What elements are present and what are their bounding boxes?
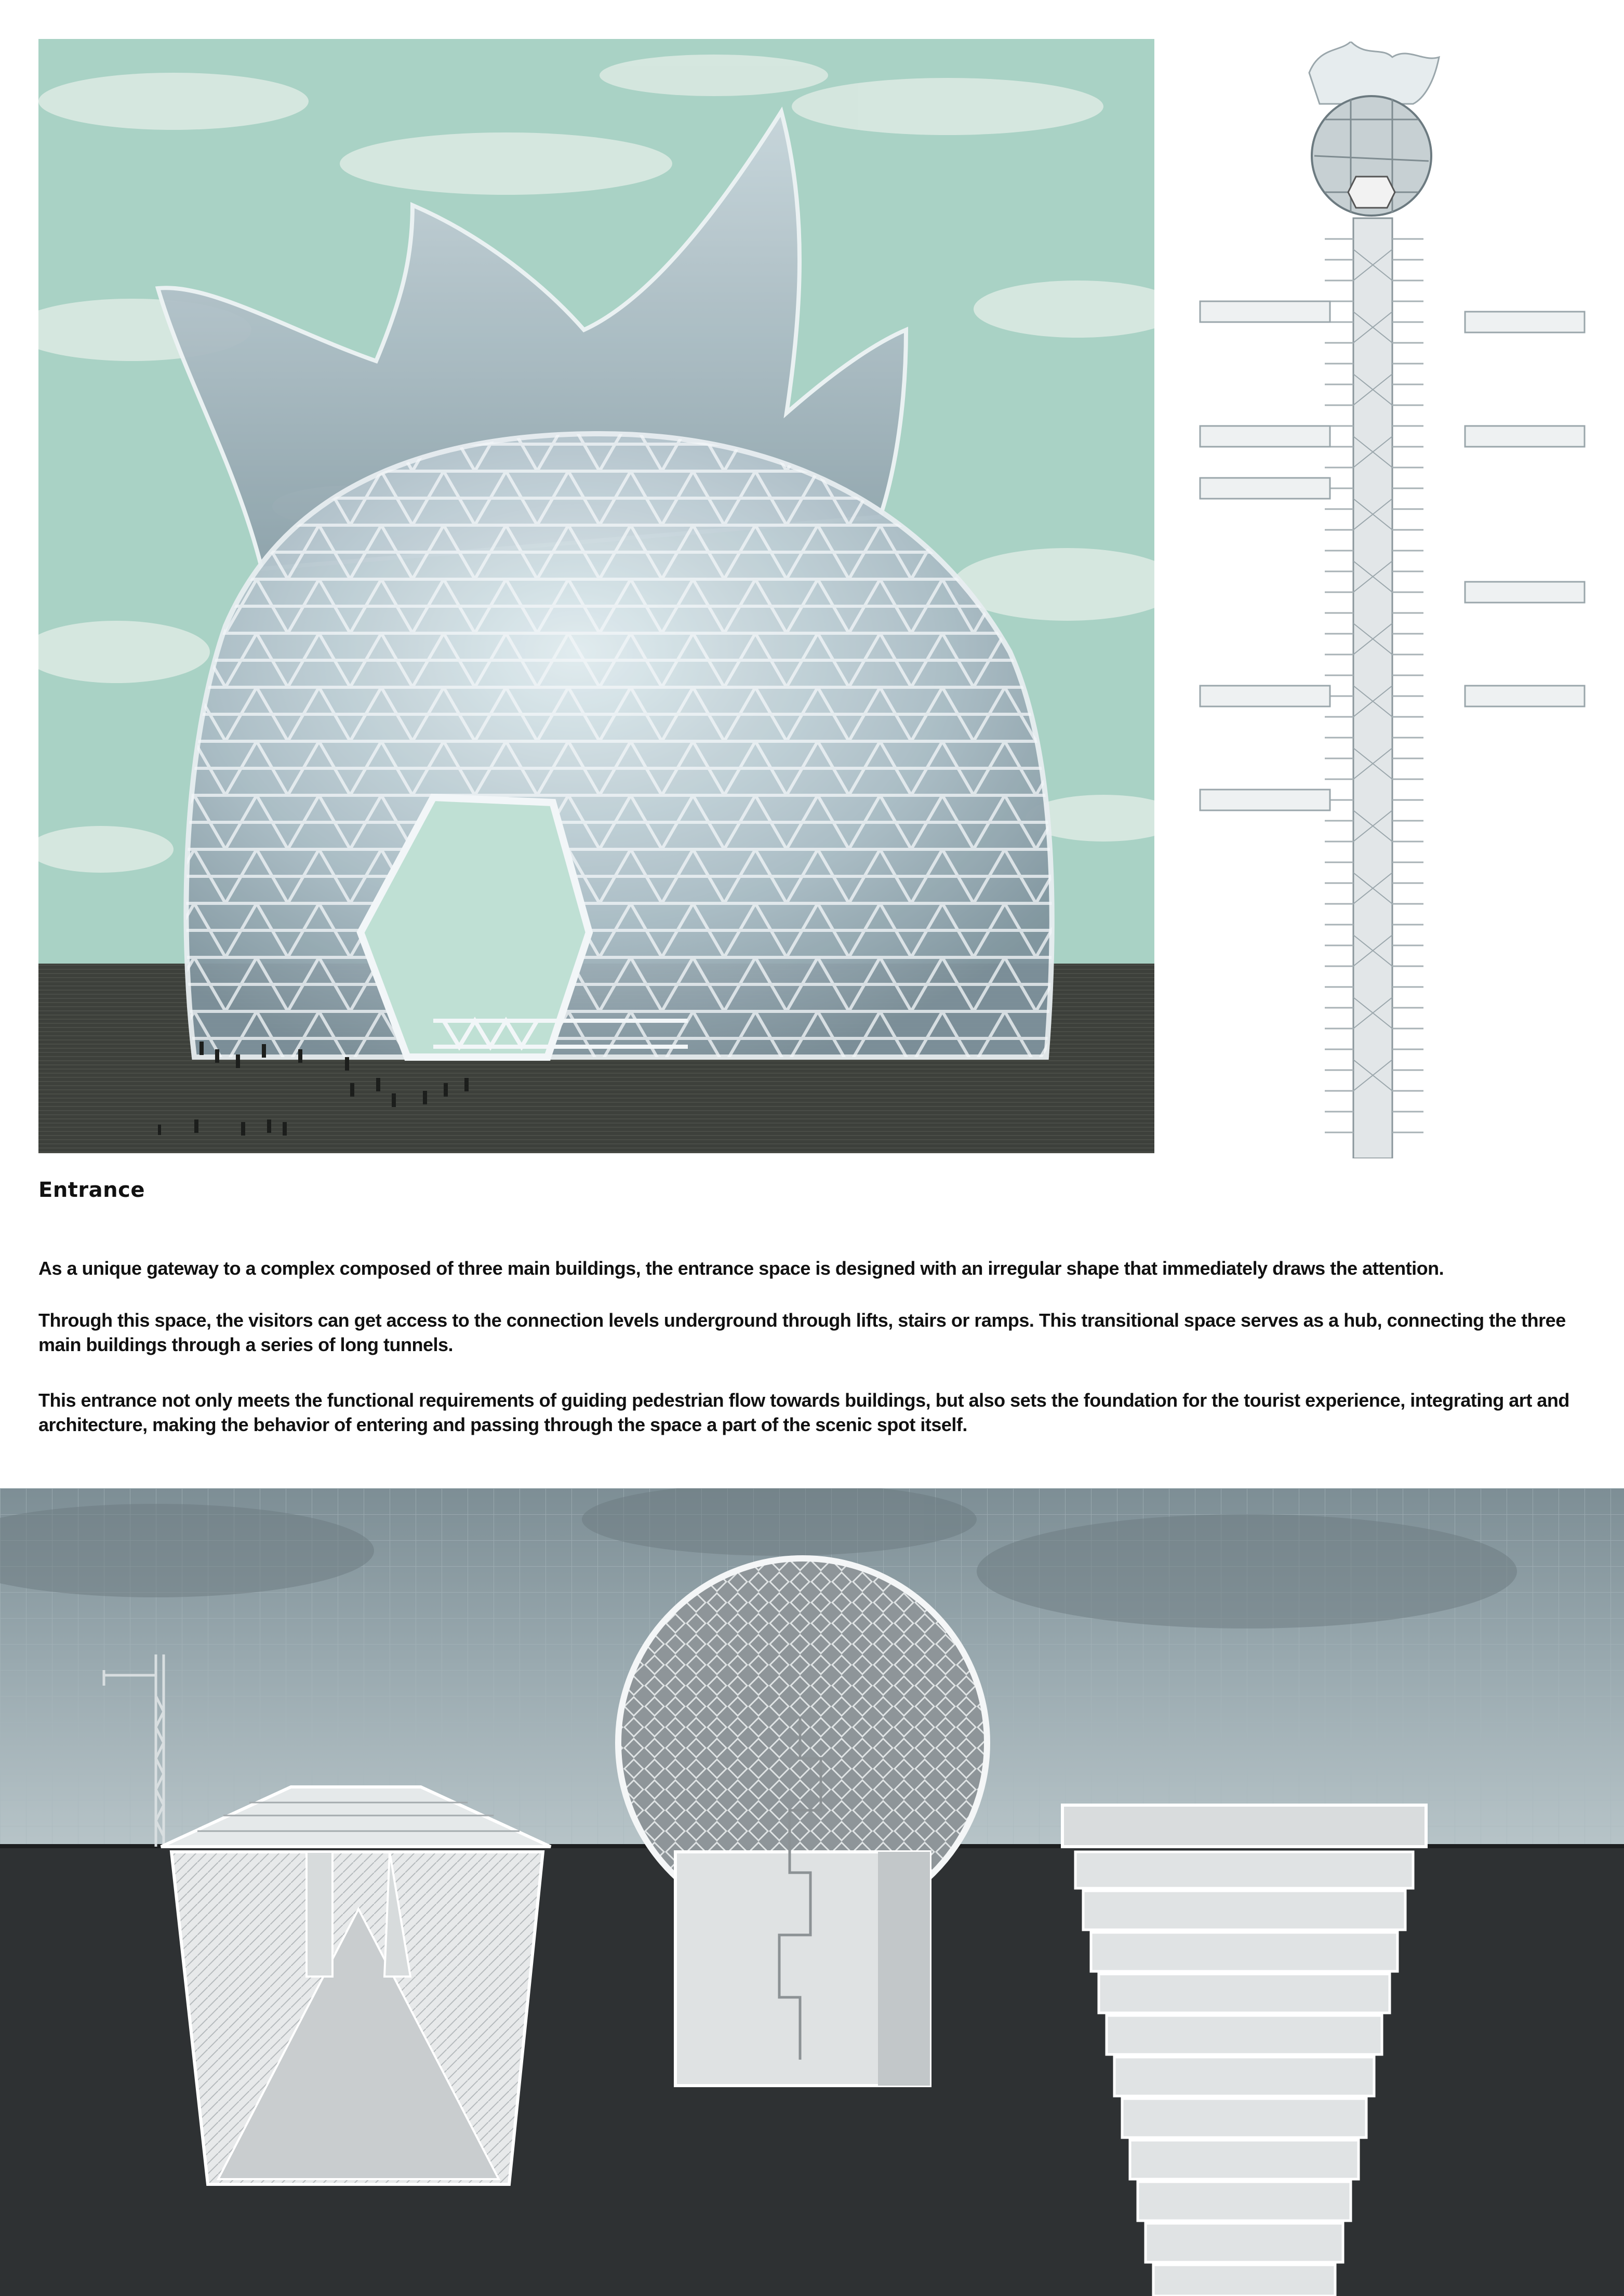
three-buildings-section bbox=[0, 1488, 1624, 2296]
building-3-top bbox=[1062, 1805, 1426, 1847]
section-title: Entrance bbox=[38, 1178, 145, 1202]
entrance-dome-rendering bbox=[38, 39, 1154, 1153]
paragraph-1: As a unique gateway to a complex composed of three main buildings, the entrance space is designed with an irregular shape that immediately draws the attention. bbox=[38, 1258, 1444, 1279]
paragraph-3: This entrance not only meets the functional requirements of guiding pedestrian flow towards buildings, but also sets the foundation for the tourist experience, integrating art and architecture, making the behavior of entering and passing through the space a part of the scenic spot itself. bbox=[38, 1390, 1569, 1435]
section-shaft bbox=[1353, 218, 1392, 1158]
paragraph-2: Through this space, the visitors can get access to the connection levels underground through lifts, stairs or ramps. This transitional space serves as a hub, connecting the three main buildings through a series of long tunnels. bbox=[38, 1310, 1566, 1355]
entrance-section-drawing bbox=[1195, 42, 1590, 1158]
tunnels-left bbox=[1200, 301, 1330, 810]
tunnels-right bbox=[1465, 312, 1585, 706]
section-crown bbox=[1309, 42, 1439, 104]
